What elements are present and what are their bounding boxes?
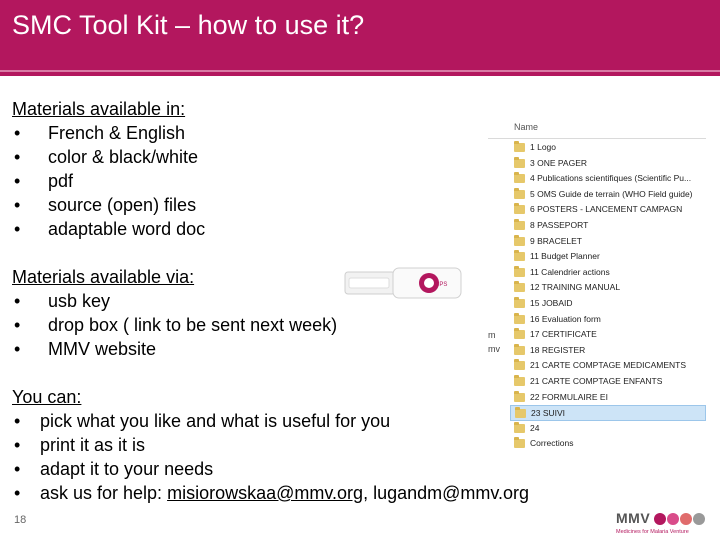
list-item: • pdf [12,169,205,193]
logo-dot [654,513,666,525]
folder-row[interactable] [510,296,706,312]
folder-label: 22 FORMULAIRE EI [530,391,608,402]
folder-row[interactable] [510,280,706,296]
folder-row[interactable] [510,421,706,437]
folder-label: 21 CARTE COMPTAGE ENFANTS [530,375,663,386]
folder-icon [514,315,525,324]
folder-label: Corrections [530,438,574,449]
list-item: • French & English [12,121,205,145]
folder-label: 3 ONE PAGER [530,157,587,168]
folder-label: 23 SUIVI [531,408,566,419]
materials-in-section [12,97,205,241]
folder-label: 24 [530,422,540,433]
folder-row[interactable] [510,187,706,203]
folder-icon [514,159,525,168]
folder-icon [514,439,525,448]
page-number: 18 [14,514,27,526]
email-separator: , [363,483,374,503]
folder-row[interactable] [510,343,706,359]
column-header-name: Name [514,122,539,132]
slide-title: SMC Tool Kit – how to use it? [12,10,365,40]
mmv-logo [612,508,712,538]
folder-row[interactable] [510,202,706,218]
folder-label: 1 Logo [530,142,556,152]
folder-label: 21 CARTE COMPTAGE MEDICAMENTS [530,360,687,371]
folder-label: 11 Budget Planner [530,251,600,262]
folder-row[interactable] [510,171,706,187]
usb-logo-text: CPS [435,282,448,288]
help-prefix: ask us for help: [40,483,168,503]
folder-label: 8 PASSEPORT [530,219,589,230]
folder-icon [514,330,525,339]
list-item: • adapt it to your needs [12,457,529,481]
logo-text: MMV [616,510,651,526]
folder-icon [514,346,525,355]
folder-row[interactable] [510,436,706,452]
folder-icon [514,174,525,183]
folder-icon [514,299,525,308]
folder-row[interactable] [510,374,706,390]
folder-icon [514,393,525,402]
folder-label: 16 Evaluation form [530,313,601,324]
nav-fragment: m [488,330,496,340]
list-item: • pick what you like and what is useful for you [12,409,529,433]
column-header[interactable] [488,118,706,139]
materials-in-list [12,121,205,241]
email-link-misiorowskaa[interactable]: misiorowskaa@mmv.org [167,483,364,503]
title-underline [0,70,720,72]
folder-row[interactable] [510,405,706,421]
folder-icon [514,268,525,277]
folder-icon [514,283,525,292]
logo-dots [654,512,706,530]
materials-via-list [12,289,337,361]
folder-icon [515,409,526,418]
logo-dot [693,513,705,525]
file-explorer-screenshot [488,118,706,463]
materials-via-section [12,265,337,361]
folder-icon [514,205,525,214]
folder-icon [514,377,525,386]
logo-dot [680,513,692,525]
list-item: • color & black/white [12,145,205,169]
email-lugandm: lugandm@mmv.org [373,483,530,503]
folder-label: 11 Calendrier actions [530,266,610,277]
folder-label: 18 REGISTER [530,344,586,355]
nav-pane-fragments [488,328,500,356]
folder-icon [514,361,525,370]
title-bar [0,0,720,76]
folder-label: 15 JOBAID [530,297,573,308]
folder-row[interactable] [510,390,706,406]
folder-label: 17 CERTIFICATE [530,329,597,340]
usb-key-image [343,262,463,304]
folder-row[interactable] [510,218,706,234]
folder-list [510,140,706,452]
list-item: • usb key [12,289,337,313]
you-can-section [12,385,529,505]
folder-row[interactable] [510,327,706,343]
logo-tagline: Medicines for Malaria Venture [616,529,689,535]
folder-label: 12 TRAINING MANUAL [530,282,621,293]
folder-row[interactable] [510,265,706,281]
materials-via-heading: Materials available via: [12,267,195,287]
folder-icon [514,424,525,433]
folder-label: 5 OMS Guide de terrain (WHO Field guide) [530,188,693,199]
folder-icon [514,252,525,261]
folder-icon [514,190,525,199]
materials-in-heading: Materials available in: [12,99,186,119]
list-item: • source (open) files [12,193,205,217]
list-item: • MMV website [12,337,337,361]
you-can-heading: You can: [12,387,82,407]
folder-row[interactable] [510,249,706,265]
you-can-list [12,409,529,505]
nav-fragment: mv [488,344,500,354]
logo-dot [667,513,679,525]
folder-label: 4 Publications scientifiques (Scientific Pu... [530,173,692,184]
folder-label: 9 BRACELET [530,235,582,246]
folder-row[interactable] [510,140,706,156]
folder-row[interactable] [510,156,706,172]
list-item: • adaptable word doc [12,217,205,241]
help-list-item [12,481,529,505]
list-item: • print it as it is [12,433,529,457]
folder-row[interactable] [510,234,706,250]
folder-row[interactable] [510,358,706,374]
folder-icon [514,237,525,246]
folder-icon [514,221,525,230]
list-item: • drop box ( link to be sent next week) [12,313,337,337]
folder-icon [514,143,525,152]
folder-label: 6 POSTERS - LANCEMENT CAMPAGN [530,204,683,215]
folder-row[interactable] [510,312,706,328]
